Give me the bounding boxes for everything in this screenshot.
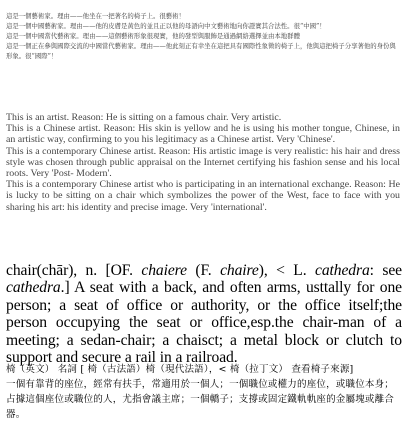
chinese-dictionary-translation <box>6 362 402 422</box>
dict-etym-mid1: (F. <box>186 262 221 279</box>
en-paragraph-artist: This is an artist. Reason: He is sitting on a famous chair. Very artistic. <box>6 112 282 123</box>
dict-headword: chair(chār), n. <box>6 262 98 279</box>
zh-line-contemporary-artist: 這是一個中國當代藝術家。理由——這個藝術形象很現實，他的發型與服飾是通過網絡選擇並由本地群體 <box>6 32 300 40</box>
dict-etym-xref: cathedra <box>6 279 61 297</box>
en-paragraph-contemporary-artist: This is a contemporary Chinese artist. Reason: His artistic image is very realistic: his hair and dress style was chosen through public appraisal on the Internet certifying his fashion sense and his local roots. Very 'Post- Modern'. <box>6 145 400 180</box>
dict-etym-close: .] <box>60 279 70 297</box>
chinese-paragraph-block <box>6 12 400 61</box>
dict-etym-see: : see <box>369 262 402 279</box>
zh-line-chinese-artist: 這是一個中國藝術家。理由——他的皮膚是黃色的並且正以他的母語向中文藝術地向你證實其合法性。很“中國”！ <box>6 22 326 30</box>
en-paragraph-chinese-artist: This is a Chinese artist. Reason: His skin is yellow and he is using his mother tongue, Chinese, in an artistic way, confirming to you his legitimacy as a Chinese artist. Very 'Chinese'. <box>6 123 400 146</box>
zh-dict-definition: 一個有靠背的座位，經常有扶手，常適用於一個人；一個職位或權力的座位，或職位本身；占據這個座位或職位的人，尤指會議主席；一個轎子；支撐或固定鐵軌軌座的金屬塊或離合器。 <box>6 379 395 420</box>
dictionary-entry <box>6 262 402 366</box>
dict-definition: A seat with a back, and often arms, usttally for one person; a seat of office or authority, or the office itself;the person occupying the seat or office,esp.the chair-man of a meeting; a sedan-chair; a chaisct; a metal block or clutch to support and secure a rail in a railroad. <box>6 279 402 367</box>
dict-etym-open: [OF. <box>105 262 142 279</box>
dict-etym-french-modern: chaire <box>220 262 259 279</box>
english-paragraph-block <box>6 112 400 213</box>
dict-etym-mid2: ), < L. <box>258 262 316 279</box>
dict-etym-latin: cathedra <box>315 262 370 279</box>
dict-etym-french: chaiere <box>141 262 187 279</box>
zh-dict-headline: 椅（英文） 名詞 [ 椅（古法語）椅（現代法語），< 椅（拉丁文） 查看椅子來源] <box>6 364 354 375</box>
zh-line-international-artist: 這是一個正在參與國際交流的中國當代藝術家。理由——他此刻正有幸坐在這把具有國際性象徵的椅子上，他與這把椅子分享著他的身份與形象。很“國際”！ <box>6 42 396 60</box>
en-paragraph-international-artist: This is a contemporary Chinese artist who is participating in an international exchange. Reason: He is lucky to be sitting on a chair which symbolizes the power of the West, face to face with you sharing his art: his identity and precise image. Very 'international'. <box>6 179 400 213</box>
dict-paragraph <box>6 262 402 366</box>
zh-line-artist: 這是一個藝術家。理由——他坐在一把著名的椅子上。很藝術！ <box>6 12 185 20</box>
